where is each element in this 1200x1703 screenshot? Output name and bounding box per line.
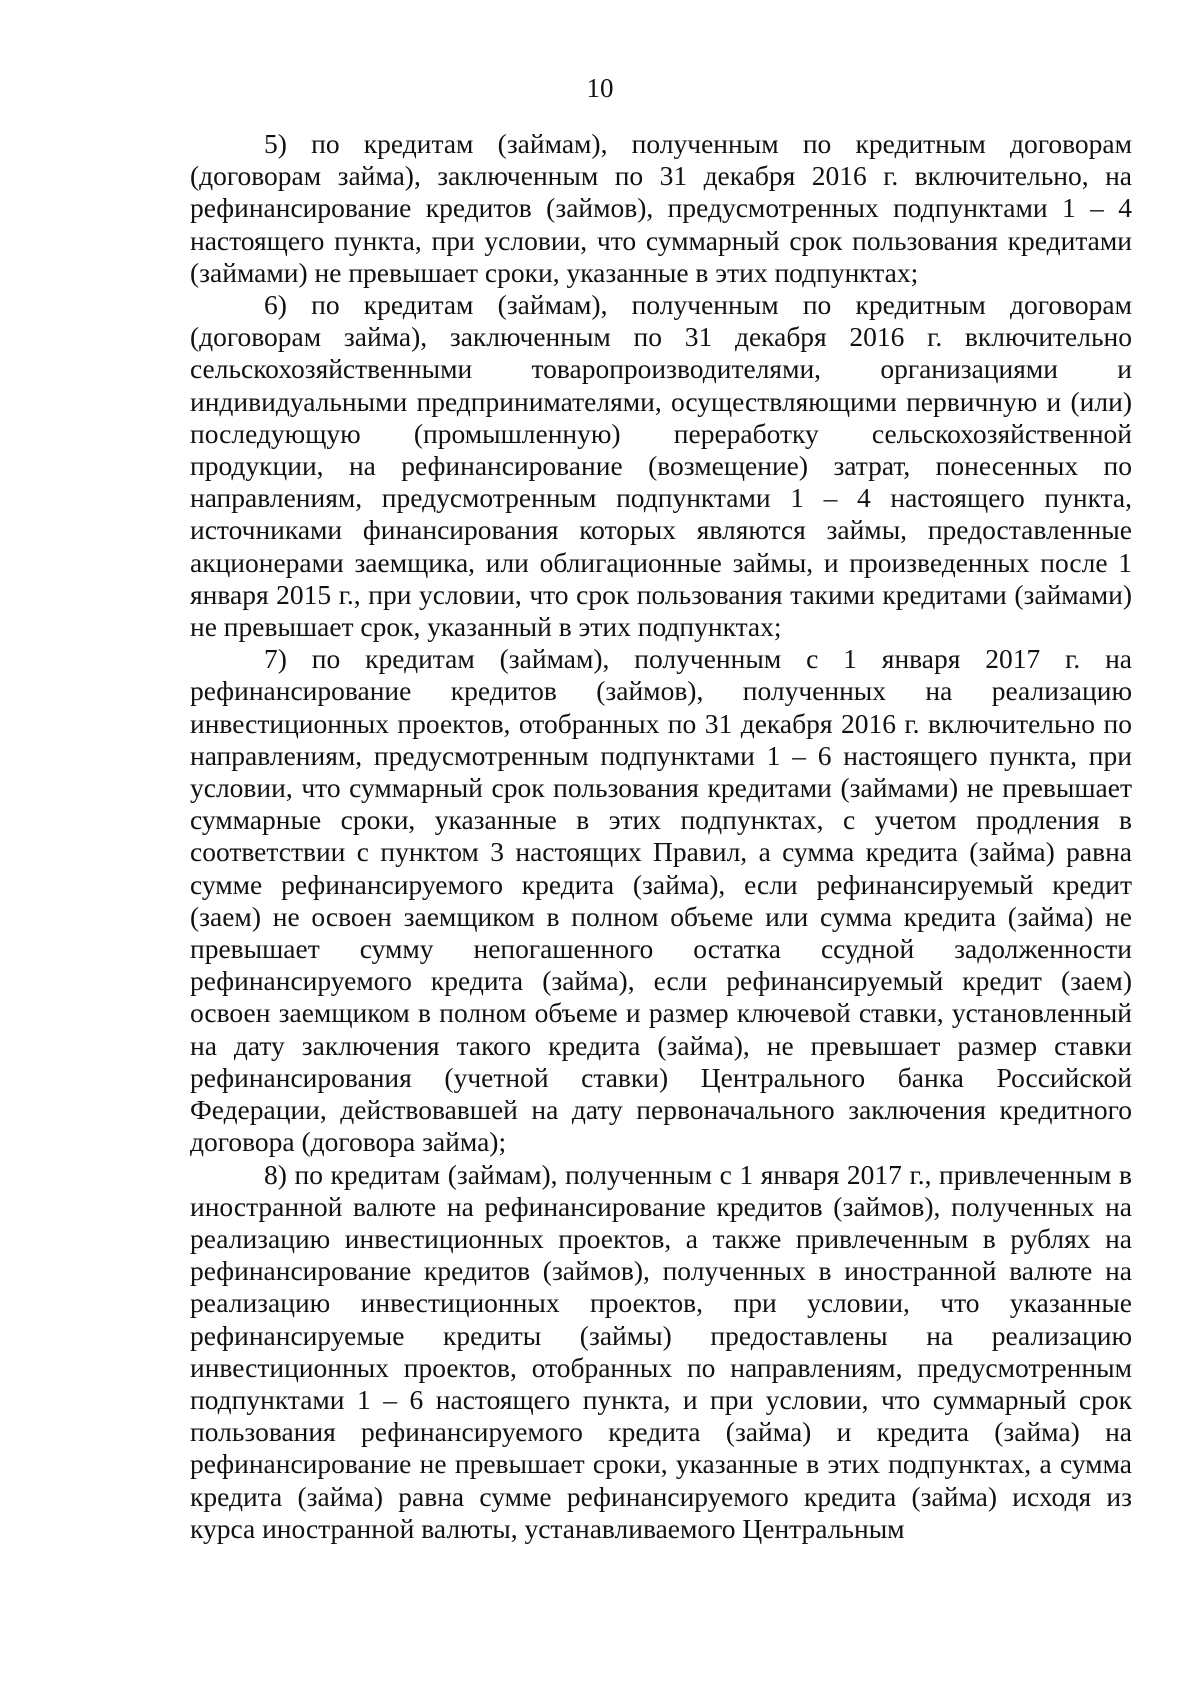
paragraph-item-6: 6) по кредитам (займам), полученным по кредитным договорам (договорам займа), заключенным по 31 декабря 2016 г. включительно сельскохозяйственными товаропроизводителями, организациями и индивидуальными предпринимателями, осуществляющими первичную и (или) последующую (промышленную) переработку сельскохозяйственной продукции, на рефинансирование (возмещение) затрат, понесенных по направлениям, предусмотренным подпунктами 1 – 4 настоящего пункта, источниками финансирования которых являются займы, предоставленные акционерами заемщика, или облигационные займы, и произведенных после 1 января 2015 г., при условии, что срок пользования такими кредитами (займами) не превышает срок, указанный в этих подпунктах; [190,289,1132,643]
paragraph-item-5: 5) по кредитам (займам), полученным по кредитным договорам (договорам займа), заключенным по 31 декабря 2016 г. включительно, на рефинансирование кредитов (займов), предусмотренных подпунктами 1 – 4 настоящего пункта, при условии, что суммарный срок пользования кредитами (займами) не превышает сроки, указанные в этих подпунктах; [190,128,1132,288]
page-number: 10 [586,73,614,103]
paragraph-item-8: 8) по кредитам (займам), полученным с 1 января 2017 г., привлеченным в иностранной валюте на рефинансирование кредитов (займов), полученных на реализацию инвестиционных проектов, а также привлеченным в рублях на рефинансирование кредитов (займов), полученных в иностранной валюте на реализацию инвестиционных проектов, при условии, что указанные рефинансируемые кредиты (займы) предоставлены на реализацию инвестиционных проектов, отобранных по направлениям, предусмотренным подпунктами 1 – 6 настоящего пункта, и при условии, что суммарный срок пользования рефинансируемого кредита (займа) и кредита (займа) на рефинансирование не превышает сроки, указанные в этих подпунктах, а сумма кредита (займа) равна сумме рефинансируемого кредита (займа) исходя из курса иностранной валюты, устанавливаемого Центральным [190,1158,1132,1544]
paragraph-item-7: 7) по кредитам (займам), полученным с 1 января 2017 г. на рефинансирование кредитов (займов), полученных на реализацию инвестиционных проектов, отобранных по 31 декабря 2016 г. включительно по направлениям, предусмотренным подпунктами 1 – 6 настоящего пункта, при условии, что суммарный срок пользования кредитами (займами) не превышает суммарные сроки, указанные в этих подпунктах, с учетом продления в соответствии с пунктом 3 настоящих Правил, а сумма кредита (займа) равна сумме рефинансируемого кредита (займа), если рефинансируемый кредит (заем) не освоен заемщиком в полном объеме или сумма кредита (займа) не превышает сумму непогашенного остатка ссудной задолженности рефинансируемого кредита (займа), если рефинансируемый кредит (заем) освоен заемщиком в полном объеме и размер ключевой ставки, установленный на дату заключения такого кредита (займа), не превышает размер ставки рефинансирования (учетной ставки) Центрального банка Российской Федерации, действовавшей на дату первоначального заключения кредитного договора (договора займа); [190,643,1132,1158]
document-body [190,128,1132,1545]
